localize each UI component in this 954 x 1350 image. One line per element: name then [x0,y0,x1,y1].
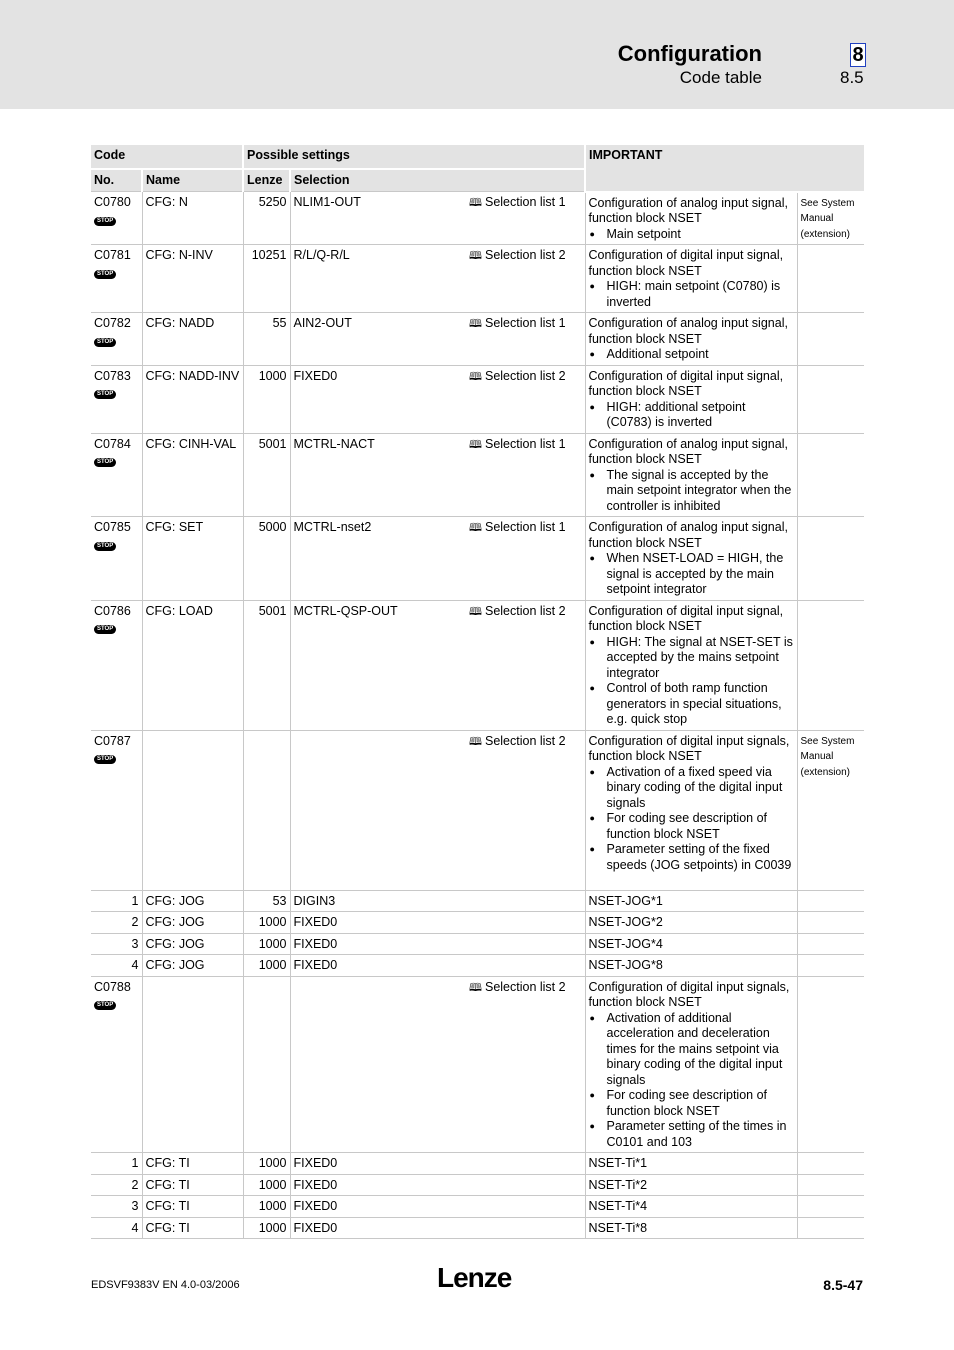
note-cell [797,245,864,313]
header-no: No. [91,169,142,192]
header-possible-settings: Possible settings [243,145,585,169]
sub-row [91,1196,864,1218]
bullet-item: ● Parameter setting of the times in C0101 and 103 [607,1119,794,1150]
bullet-item: ● For coding see description of function block NSET [607,811,794,842]
lenze-cell: 1000 [243,365,290,433]
name-cell: CFG: NADD-INV [142,365,243,433]
sub-name: CFG: TI [142,1174,243,1196]
sub-note [797,1153,864,1175]
sub-name: CFG: JOG [142,955,243,977]
selection-list-label: Selection list 2 [484,603,566,618]
note-cell [797,976,864,1153]
note-cell [797,313,864,366]
stop-icon: STOP [94,217,116,226]
sub-note [797,1174,864,1196]
stop-icon: STOP [94,390,116,399]
stop-icon: STOP [94,458,116,467]
selection-list-cell [466,976,585,1153]
sub-description: NSET-Ti*4 [585,1196,797,1218]
sub-selection: FIXED0 [290,1196,585,1218]
sub-name: CFG: TI [142,1153,243,1175]
selection-list-label: Selection list 2 [484,733,566,748]
bullet-item: ● Control of both ramp function generators in special situations, e.g. quick stop [607,681,794,728]
bullet-item: ● Additional setpoint [607,347,794,363]
sub-no: 1 [91,890,142,912]
important-cell [585,192,797,245]
sub-note [797,912,864,934]
sub-description: NSET-Ti*2 [585,1174,797,1196]
bullet-item: ● HIGH: additional setpoint (C0783) is inverted [607,400,794,431]
bullet-item: ● Activation of a fixed speed via binary coding of the digital input signals [607,765,794,812]
header-name: Name [142,169,243,192]
note-cell [797,600,864,730]
bullet-list [589,635,794,728]
important-description: Configuration of digital input signal, function block NSET [588,248,784,278]
selection-list-label: Selection list 2 [484,979,566,994]
page-header [0,0,954,109]
code-cell [91,517,142,601]
sub-row [91,912,864,934]
book-icon: 🕮 [469,605,482,618]
sub-selection: FIXED0 [290,1217,585,1239]
important-cell [585,976,797,1153]
code-cell [91,192,142,245]
selection-list-label: Selection list 1 [484,436,566,451]
sub-lenze: 53 [243,890,290,912]
sub-selection: DIGIN3 [290,890,585,912]
selection-list-label: Selection list 1 [484,195,566,209]
important-description: Configuration of digital input signal, function block NSET [588,603,784,633]
lenze-cell: 5001 [243,600,290,730]
bullet-item: ● Main setpoint [607,227,794,243]
selection-list-label: Selection list 1 [484,316,566,330]
sub-no: 4 [91,955,142,977]
bullet-list [589,279,794,310]
book-icon: 🕮 [469,981,482,994]
bullet-list [589,347,794,363]
footer-document-id: EDSVF9383V EN 4.0-03/2006 [91,1279,240,1291]
sub-no: 1 [91,1153,142,1175]
sub-note [797,890,864,912]
page-subtitle: Code table [679,68,762,87]
sub-lenze: 1000 [243,1174,290,1196]
selection-cell [290,730,466,890]
table-row [91,365,864,433]
name-cell: CFG: LOAD [142,600,243,730]
sub-no: 3 [91,1196,142,1218]
book-icon: 🕮 [469,250,482,262]
sub-selection: FIXED0 [290,1153,585,1175]
sub-description: NSET-Ti*8 [585,1217,797,1239]
selection-cell [290,976,466,1153]
chapter-number: 8 [850,43,866,67]
sub-note [797,933,864,955]
sub-row [91,890,864,912]
bullet-item: ● When NSET-LOAD = HIGH, the signal is accepted by the main setpoint integrator [607,551,794,598]
sub-row [91,1174,864,1196]
table-row [91,245,864,313]
table-row [91,433,864,517]
code-value: C0782 [94,316,131,330]
bullet-list [589,765,794,874]
sub-description: NSET-Ti*1 [585,1153,797,1175]
sub-no: 2 [91,1174,142,1196]
code-value: C0784 [94,436,131,451]
name-cell: CFG: N-INV [142,245,243,313]
bullet-list [589,1011,794,1151]
selection-list-cell [466,517,585,601]
sub-row [91,955,864,977]
selection-cell: FIXED0 [290,365,466,433]
code-value: C0788 [94,979,131,994]
name-cell: CFG: N [142,192,243,245]
important-description: Configuration of analog input signal, function block NSET [588,195,788,225]
sub-no: 3 [91,933,142,955]
sub-name: CFG: JOG [142,912,243,934]
code-value: C0783 [94,368,131,383]
selection-cell: MCTRL-NACT [290,433,466,517]
important-cell [585,600,797,730]
page-number: 8.5-47 [823,1277,863,1293]
selection-list-cell [466,600,585,730]
bullet-item: ● For coding see description of function block NSET [607,1088,794,1119]
sub-row [91,1217,864,1239]
sub-row [91,1153,864,1175]
book-icon: 🕮 [469,197,482,209]
lenze-cell [243,976,290,1153]
selection-list-cell [466,192,585,245]
bullet-list [589,551,794,598]
selection-list-label: Selection list 2 [484,248,566,262]
important-cell [585,365,797,433]
table-row [91,517,864,601]
sub-description: NSET-JOG*4 [585,933,797,955]
selection-list-label: Selection list 1 [484,520,566,534]
header-lenze: Lenze [243,169,290,192]
book-icon: 🕮 [469,735,482,748]
sub-lenze: 1000 [243,933,290,955]
bullet-item: ● The signal is accepted by the main setpoint integrator when the controller is inhibited [607,468,794,515]
selection-cell: R/L/Q-R/L [290,245,466,313]
sub-no: 4 [91,1217,142,1239]
lenze-cell: 5250 [243,192,290,245]
name-cell: CFG: CINH-VAL [142,433,243,517]
important-description: Configuration of analog input signal, function block NSET [588,316,788,346]
selection-list-label: Selection list 2 [484,368,566,383]
table-row [91,730,864,890]
selection-list-cell [466,730,585,890]
bullet-item: ● Activation of additional acceleration and deceleration times for the mains setpoint via binary coding of the digital input signals [607,1011,794,1089]
sub-selection: FIXED0 [290,912,585,934]
bullet-item: ● HIGH: main setpoint (C0780) is inverted [607,279,794,310]
selection-list-cell [466,433,585,517]
sub-name: CFG: JOG [142,933,243,955]
selection-list-cell [466,245,585,313]
sub-lenze: 1000 [243,1217,290,1239]
stop-icon: STOP [94,338,116,347]
header-code: Code [91,145,243,169]
note-cell [797,517,864,601]
important-description: Configuration of analog input signal, function block NSET [588,436,788,466]
note-cell: See System Manual (extension) [797,730,864,890]
sub-lenze: 1000 [243,912,290,934]
code-cell [91,730,142,890]
stop-icon: STOP [94,755,116,764]
stop-icon: STOP [94,625,116,634]
sub-selection: FIXED0 [290,1174,585,1196]
important-description: Configuration of digital input signals, function block NSET [588,979,790,1009]
code-cell [91,313,142,366]
table-row [91,313,864,366]
sub-lenze: 1000 [243,1153,290,1175]
bullet-list [589,400,794,431]
sub-description: NSET-JOG*2 [585,912,797,934]
code-cell [91,365,142,433]
code-value: C0786 [94,603,131,618]
page-title: Configuration [617,41,762,66]
table-header-row-1 [91,145,864,169]
sub-lenze: 1000 [243,955,290,977]
lenze-cell: 5001 [243,433,290,517]
sub-description: NSET-JOG*1 [585,890,797,912]
code-value: C0785 [94,520,131,534]
lenze-cell: 55 [243,313,290,366]
code-cell [91,976,142,1153]
stop-icon: STOP [94,1001,116,1010]
sub-name: CFG: JOG [142,890,243,912]
code-value: C0787 [94,733,131,748]
important-cell [585,730,797,890]
header-important: IMPORTANT [585,145,864,192]
section-number: 8.5 [840,68,864,87]
code-cell [91,433,142,517]
sub-name: CFG: TI [142,1217,243,1239]
sub-selection: FIXED0 [290,955,585,977]
bullet-item: ● HIGH: The signal at NSET-SET is accepted by the mains setpoint integrator [607,635,794,682]
important-description: Configuration of digital input signals, function block NSET [588,733,790,763]
sub-note [797,1217,864,1239]
bullet-list [589,468,794,515]
book-icon: 🕮 [469,370,482,383]
note-cell [797,433,864,517]
code-cell [91,600,142,730]
important-cell [585,313,797,366]
sub-selection: FIXED0 [290,933,585,955]
lenze-cell: 10251 [243,245,290,313]
name-cell [142,976,243,1153]
selection-cell: MCTRL-QSP-OUT [290,600,466,730]
book-icon: 🕮 [469,522,482,534]
stop-icon: STOP [94,270,116,279]
selection-cell: AIN2-OUT [290,313,466,366]
important-description: Configuration of digital input signal, function block NSET [588,368,784,398]
lenze-cell [243,730,290,890]
bullet-list [589,227,794,243]
code-cell [91,245,142,313]
selection-cell: NLIM1-OUT [290,192,466,245]
name-cell: CFG: SET [142,517,243,601]
important-cell [585,433,797,517]
selection-list-cell [466,313,585,366]
table-row [91,600,864,730]
table-row [91,192,864,245]
name-cell: CFG: NADD [142,313,243,366]
name-cell [142,730,243,890]
table-row [91,976,864,1153]
sub-row [91,933,864,955]
sub-lenze: 1000 [243,1196,290,1218]
bullet-item: ● Parameter setting of the fixed speeds (JOG setpoints) in C0039 [607,842,794,873]
important-cell [585,517,797,601]
book-icon: 🕮 [469,318,482,330]
selection-list-cell [466,365,585,433]
book-icon: 🕮 [469,438,482,451]
important-description: Configuration of analog input signal, function block NSET [588,520,788,550]
sub-no: 2 [91,912,142,934]
stop-icon: STOP [94,542,116,551]
important-cell [585,245,797,313]
note-cell [797,365,864,433]
code-value: C0780 [94,195,131,209]
sub-name: CFG: TI [142,1196,243,1218]
sub-note [797,955,864,977]
lenze-logo: Lenze [437,1262,512,1293]
code-value: C0781 [94,248,131,262]
header-selection: Selection [290,169,585,192]
note-cell: See System Manual (extension) [797,192,864,245]
code-table [91,145,864,1239]
lenze-cell: 5000 [243,517,290,601]
sub-description: NSET-JOG*8 [585,955,797,977]
sub-note [797,1196,864,1218]
selection-cell: MCTRL-nset2 [290,517,466,601]
